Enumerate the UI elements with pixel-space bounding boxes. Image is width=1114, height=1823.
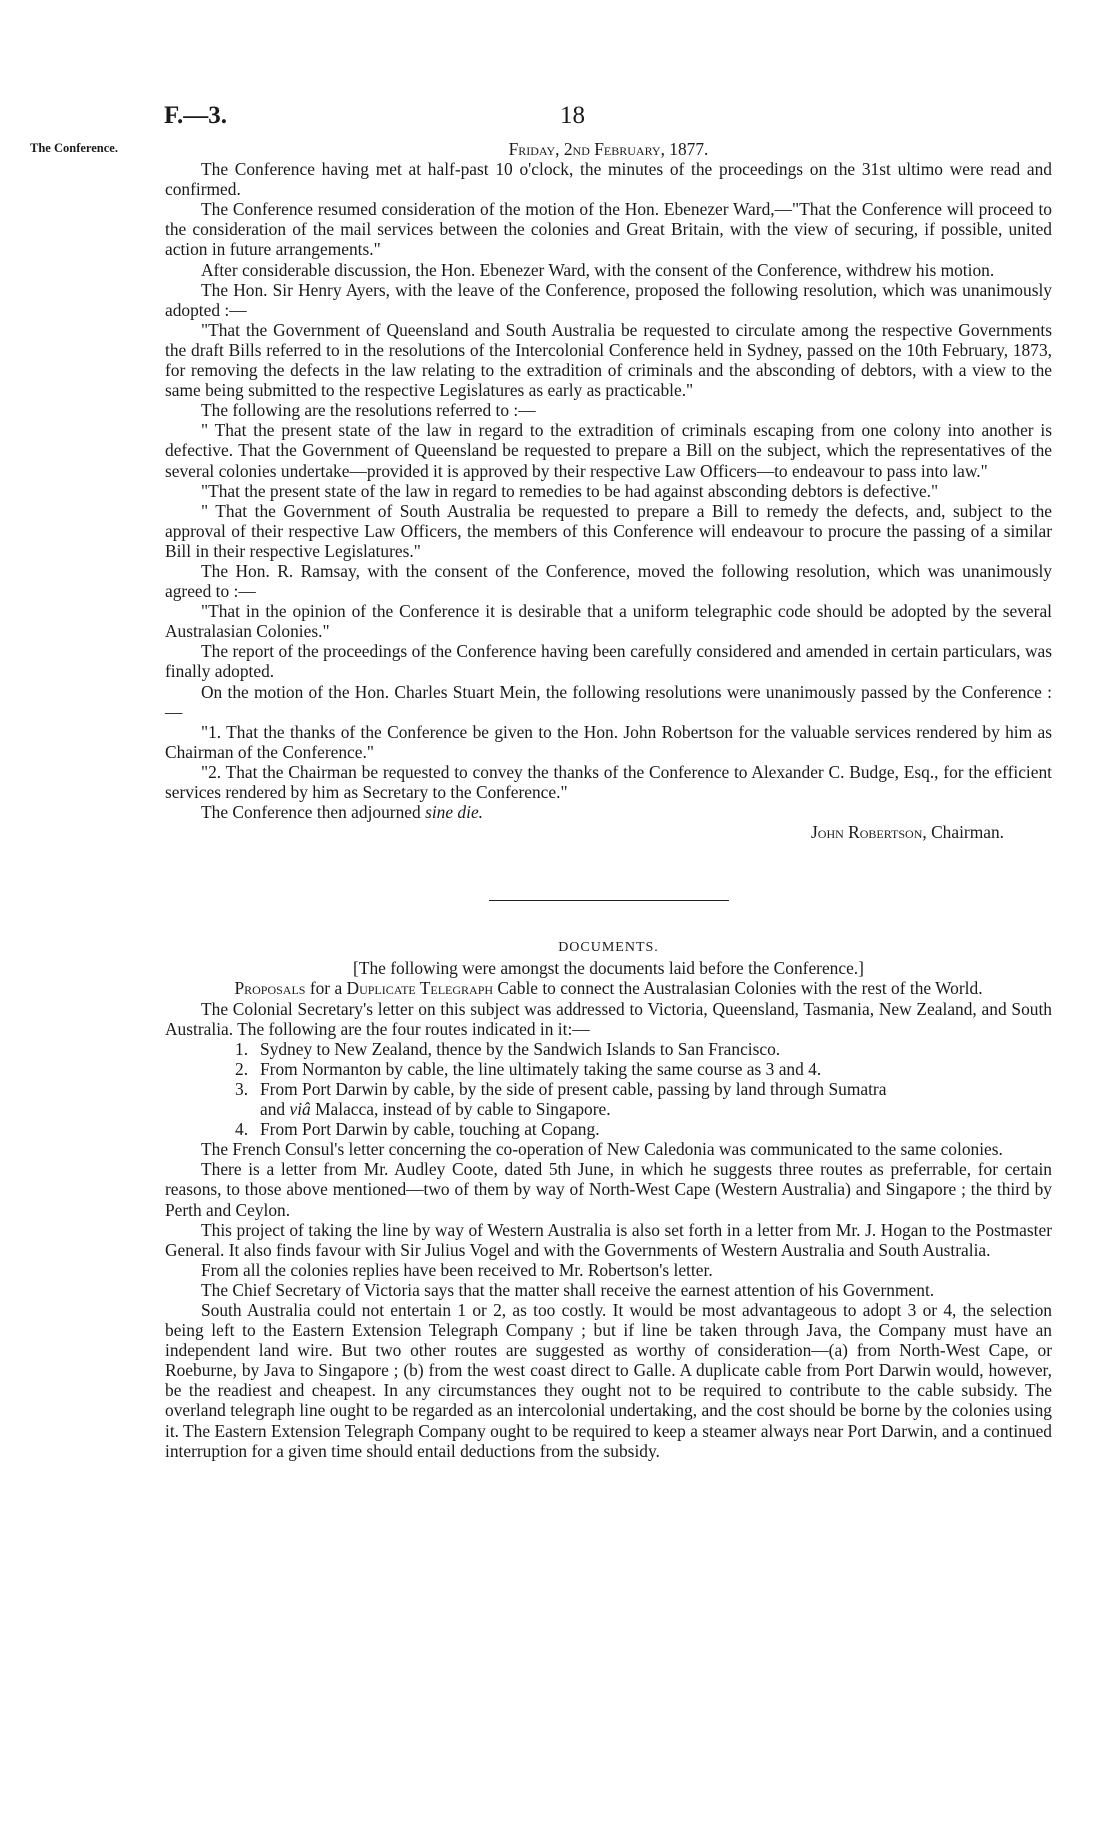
paragraph: On the motion of the Hon. Charles Stuart Mein, the following resolutions were unanimously passed by the Conference :— xyxy=(165,681,1052,722)
route-text: From Normanton by cable, the line ultimately taking the same course as 3 and 4. xyxy=(260,1058,822,1079)
page-number: 18 xyxy=(560,102,585,129)
paragraph: "1. That the thanks of the Conference be given to the Hon. John Robertson for the valuable services rendered by him as Chairman of the Conference." xyxy=(165,721,1052,762)
paragraph: " That the present state of the law in regard to the extradition of criminals escaping from one colony into another is defective. That the Government of Queensland be requested to prepare a Bill on the subject, which the representatives of the several colonies undertake—provided it is approved by their respective Law Officers—to endeavour to pass into law." xyxy=(165,420,1052,481)
adjourn-text: The Conference then adjourned xyxy=(201,802,426,823)
paragraph: This project of taking the line by way of Western Australia is also set forth in a letter from Mr. J. Hogan to the Postmaster General. It also finds favour with Sir Julius Vogel and with the Governments of Western Australia and South Australia. xyxy=(165,1219,1052,1260)
documents-title: DOCUMENTS. xyxy=(558,940,659,956)
paragraph: The French Consul's letter concerning the co-operation of New Caledonia was communicated to the same colonies. xyxy=(201,1139,1003,1160)
paragraph: There is a letter from Mr. Audley Coote, dated 5th June, in which he suggests three routes as preferrable, for certain reasons, to those above mentioned—two of them by way of North-West Cape (Western Australia) and Singapore ; the third by Perth and Ceylon. xyxy=(165,1159,1052,1220)
route-number: 1. xyxy=(235,1038,249,1059)
proposal-text-1: for a xyxy=(305,978,347,999)
adjourn-italic: sine die. xyxy=(425,802,484,823)
list-item xyxy=(165,1079,1052,1099)
signature-name: John Robertson xyxy=(811,822,923,843)
adjournment-paragraph xyxy=(165,802,1052,822)
documents-note: [The following were amongst the documents laid before the Conference.] xyxy=(353,958,864,979)
route-number: 3. xyxy=(235,1078,249,1099)
paragraph: The Conference resumed consideration of the motion of the Hon. Ebenezer Ward,—"That the Conference will proceed to the consideration of the mail services between the colonies and Great Britain, with the view of securing, if possible, united action in future arrangements." xyxy=(165,199,1052,260)
list-item xyxy=(165,1039,1052,1059)
signature xyxy=(165,822,1052,842)
proposal-sc-1: Proposals xyxy=(234,978,306,999)
page-body xyxy=(165,139,1052,1461)
list-item xyxy=(165,1059,1052,1079)
document-reference: F.—3. xyxy=(164,102,227,129)
paragraph: The Chief Secretary of Victoria says that the matter shall receive the earnest attention of his Government. xyxy=(201,1279,935,1300)
date-line: Friday, 2nd February, 1877. xyxy=(508,139,709,159)
paragraph: The following are the resolutions referred to :— xyxy=(201,400,536,421)
section-divider xyxy=(489,900,729,901)
paragraph: The Conference having met at half-past 10 o'clock, the minutes of the proceedings on the 31st ultimo were read and confirmed. xyxy=(165,159,1052,200)
paragraph: The Hon. R. Ramsay, with the consent of the Conference, moved the following resolution, which was unanimously agreed to :— xyxy=(165,560,1052,602)
list-item xyxy=(165,1119,1052,1139)
paragraph: South Australia could not entertain 1 or 2, as too costly. It would be most advantageous to adopt 3 or 4, the selection being left to the Eastern Extension Telegraph Company ; but if line be taken through Java, the Company must have an independent land wire. But two other routes are suggested as worthy of consideration—(a) from North-West Cape, or Roeburne, by Java to Singapore ; (b) from the west coast direct to Galle. A duplicate cable from Port Darwin would, however, be the readiest and cheapest. In any circumstances they ought not to be required to contribute to the cable subsidy. The overland telegraph line ought to be regarded as an intercolonial undertaking, and the cost should be borne by the colonies using it. The Eastern Extension Telegraph Company ought to be required to keep a steamer always near Port Darwin, and a continued interruption for a given time should entail deductions from the subsidy. xyxy=(165,1299,1052,1461)
routes-list xyxy=(165,1039,1052,1139)
proposal-sc-2: Duplicate Telegraph xyxy=(346,978,494,999)
paragraph: "That the present state of the law in regard to remedies to be had against absconding debtors is defective." xyxy=(201,480,939,501)
route-number: 4. xyxy=(235,1119,249,1140)
proposal-text-2: Cable to connect the Australasian Colonies with the rest of the World. xyxy=(493,978,983,999)
paragraph: The Hon. Sir Henry Ayers, with the leave of the Conference, proposed the following resolution, which was unanimously adopted :— xyxy=(165,279,1052,320)
paragraph: The Colonial Secretary's letter on this subject was addressed to Victoria, Queensland, Tasmania, New Zealand, and South Australia. The following are the four routes indicated in it:— xyxy=(165,998,1052,1039)
route-text: From Port Darwin by cable, touching at Copang. xyxy=(260,1119,600,1140)
paragraph: The report of the proceedings of the Conference having been carefully considered and amended in certain particulars, was finally adopted. xyxy=(165,641,1052,682)
route3-cont-b: Malacca, instead of by cable to Singapore. xyxy=(310,1099,611,1120)
signature-title: , Chairman. xyxy=(922,822,1004,843)
paragraph: "That the Government of Queensland and South Australia be requested to circulate among the respective Governments the draft Bills referred to in the resolutions of the Intercolonial Conference held in Sydney, passed on the 10th February, 1873, for removing the defects in the law relating to the extradition of criminals and the absconding of debtors, with a view to the same being submitted to the respective Legislatures as early as practicable." xyxy=(165,319,1052,401)
route-number: 2. xyxy=(235,1058,249,1079)
route-text: From Port Darwin by cable, by the side of present cable, passing by land through Sumatra xyxy=(260,1078,887,1099)
list-item-continuation xyxy=(165,1099,1052,1119)
paragraph: After considerable discussion, the Hon. Ebenezer Ward, with the consent of the Conference, withdrew his motion. xyxy=(201,259,995,280)
paragraph: From all the colonies replies have been received to Mr. Robertson's letter. xyxy=(201,1259,713,1280)
paragraph: "2. That the Chairman be requested to convey the thanks of the Conference to Alexander C. Budge, Esq., for the efficient services rendered by him as Secretary to the Conference." xyxy=(165,761,1052,802)
margin-note: The Conference. xyxy=(30,141,118,155)
paragraph: " That the Government of South Australia be requested to prepare a Bill to remedy the defects, and, subject to the approval of their respective Law Officers, the members of this Conference will endeavour to procure the passing of a similar Bill in their respective Legislatures." xyxy=(165,500,1052,561)
proposal-heading xyxy=(165,978,1052,998)
route3-cont-italic: viâ xyxy=(289,1099,311,1120)
paragraph: "That in the opinion of the Conference it is desirable that a uniform telegraphic code should be adopted by the several Australasian Colonies." xyxy=(165,601,1052,642)
route3-cont-a: and xyxy=(260,1099,290,1120)
route-text: Sydney to New Zealand, thence by the Sandwich Islands to San Francisco. xyxy=(260,1038,781,1059)
